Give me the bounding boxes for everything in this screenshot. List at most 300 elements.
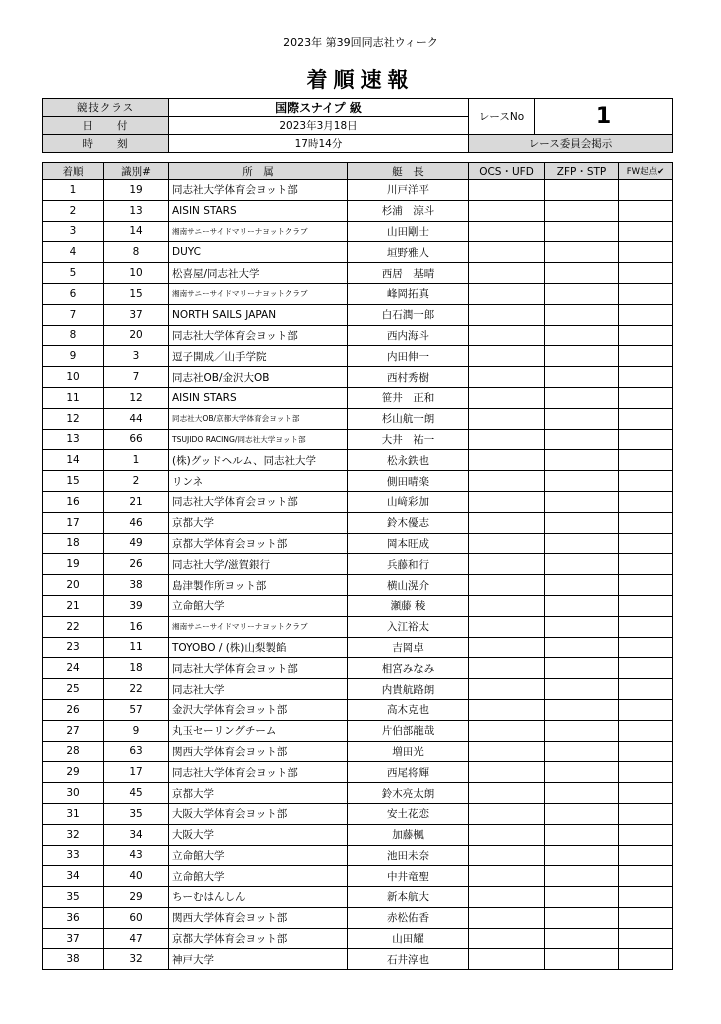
fw-cell [619,429,673,450]
skipper-cell: 峰岡拓真 [348,283,469,304]
id-cell: 16 [104,616,169,637]
fw-cell [619,845,673,866]
id-cell: 43 [104,845,169,866]
club-cell: TOYOBO / (株)山梨製餡 [169,637,348,658]
fw-cell [619,554,673,575]
zfp-cell [545,180,619,201]
rank-cell: 25 [43,679,104,700]
ocs-cell [469,637,545,658]
id-cell: 57 [104,699,169,720]
zfp-cell [545,408,619,429]
id-cell: 60 [104,907,169,928]
table-row [43,450,673,471]
club-cell: 同志社大学体育会ヨット部 [169,180,348,201]
table-row [43,221,673,242]
board-label: レース委員会掲示 [469,135,673,153]
id-cell: 44 [104,408,169,429]
zfp-cell [545,783,619,804]
zfp-cell [545,928,619,949]
id-cell: 35 [104,803,169,824]
rank-cell: 18 [43,533,104,554]
table-row [43,491,673,512]
zfp-cell [545,949,619,970]
fw-cell [619,180,673,201]
club-cell: ちーむはんしん [169,887,348,908]
zfp-cell [545,699,619,720]
fw-cell [619,658,673,679]
rank-cell: 16 [43,491,104,512]
fw-cell [619,346,673,367]
table-row [43,720,673,741]
ocs-cell [469,200,545,221]
ocs-cell [469,616,545,637]
id-cell: 9 [104,720,169,741]
table-row [43,762,673,783]
table-row [43,949,673,970]
id-cell: 38 [104,575,169,596]
ocs-cell [469,367,545,388]
rank-cell: 5 [43,263,104,284]
zfp-cell [545,741,619,762]
skipper-cell: 西居 基晴 [348,263,469,284]
skipper-cell: 相宮みなみ [348,658,469,679]
skipper-cell: 岡本旺成 [348,533,469,554]
id-cell: 8 [104,242,169,263]
time-value: 17時14分 [169,135,469,153]
id-cell: 66 [104,429,169,450]
zfp-cell [545,616,619,637]
club-cell: 湘南サニーサイドマリーナヨットクラブ [169,616,348,637]
skipper-cell: 山田剛士 [348,221,469,242]
club-cell: 京都大学 [169,783,348,804]
table-row [43,283,673,304]
skipper-cell: 安土花恋 [348,803,469,824]
ocs-cell [469,595,545,616]
club-cell: 島津製作所ヨット部 [169,575,348,596]
zfp-cell [545,824,619,845]
club-cell: 同志社大学体育会ヨット部 [169,762,348,783]
col-club: 所 属 [169,163,348,180]
skipper-cell: 横山滉介 [348,575,469,596]
ocs-cell [469,242,545,263]
club-cell: 同志社大OB/京都大学体育会ヨット部 [169,408,348,429]
ocs-cell [469,283,545,304]
col-fw: FW起点✔ [619,163,673,180]
ocs-cell [469,887,545,908]
club-cell: 京都大学体育会ヨット部 [169,533,348,554]
skipper-cell: 新本航大 [348,887,469,908]
skipper-cell: 垣野雅人 [348,242,469,263]
id-cell: 3 [104,346,169,367]
col-rank: 着順 [43,163,104,180]
zfp-cell [545,533,619,554]
table-row [43,554,673,575]
ocs-cell [469,762,545,783]
skipper-cell: 片伯部龍哉 [348,720,469,741]
rank-cell: 24 [43,658,104,679]
id-cell: 40 [104,866,169,887]
ocs-cell [469,866,545,887]
id-cell: 32 [104,949,169,970]
zfp-cell [545,595,619,616]
club-cell: 関西大学体育会ヨット部 [169,741,348,762]
zfp-cell [545,575,619,596]
fw-cell [619,387,673,408]
rank-cell: 37 [43,928,104,949]
club-cell: 京都大学 [169,512,348,533]
club-cell: 京都大学体育会ヨット部 [169,928,348,949]
ocs-cell [469,845,545,866]
rank-cell: 4 [43,242,104,263]
ocs-cell [469,512,545,533]
zfp-cell [545,512,619,533]
club-cell: 大阪大学体育会ヨット部 [169,803,348,824]
fw-cell [619,824,673,845]
ocs-cell [469,803,545,824]
ocs-cell [469,554,545,575]
zfp-cell [545,720,619,741]
id-cell: 47 [104,928,169,949]
skipper-cell: 内田伸一 [348,346,469,367]
col-skipper: 艇 長 [348,163,469,180]
table-row [43,887,673,908]
zfp-cell [545,346,619,367]
table-row [43,928,673,949]
rank-cell: 22 [43,616,104,637]
id-cell: 45 [104,783,169,804]
rank-cell: 11 [43,387,104,408]
fw-cell [619,616,673,637]
zfp-cell [545,762,619,783]
fw-cell [619,949,673,970]
club-cell: 同志社大学体育会ヨット部 [169,658,348,679]
ocs-cell [469,221,545,242]
skipper-cell: 山田耀 [348,928,469,949]
ocs-cell [469,408,545,429]
skipper-cell: 西尾将輝 [348,762,469,783]
rank-cell: 15 [43,471,104,492]
fw-cell [619,491,673,512]
table-row [43,367,673,388]
zfp-cell [545,491,619,512]
race-no-label: レースNo [469,99,535,135]
ocs-cell [469,387,545,408]
id-cell: 49 [104,533,169,554]
skipper-cell: 杉山航一朗 [348,408,469,429]
zfp-cell [545,429,619,450]
ocs-cell [469,471,545,492]
fw-cell [619,783,673,804]
club-cell: 立命館大学 [169,866,348,887]
table-row [43,200,673,221]
race-info-table [42,98,673,153]
id-cell: 1 [104,450,169,471]
rank-cell: 13 [43,429,104,450]
zfp-cell [545,907,619,928]
skipper-cell: 吉岡卓 [348,637,469,658]
zfp-cell [545,283,619,304]
skipper-cell: 中井竜聖 [348,866,469,887]
fw-cell [619,263,673,284]
club-cell: (株)グッドヘルム、同志社大学 [169,450,348,471]
ocs-cell [469,783,545,804]
club-cell: 同志社大学/滋賀銀行 [169,554,348,575]
rank-cell: 20 [43,575,104,596]
fw-cell [619,928,673,949]
club-cell: 関西大学体育会ヨット部 [169,907,348,928]
fw-cell [619,637,673,658]
id-cell: 12 [104,387,169,408]
club-cell: 神戸大学 [169,949,348,970]
id-cell: 22 [104,679,169,700]
zfp-cell [545,845,619,866]
skipper-cell: 西村秀樹 [348,367,469,388]
table-row [43,180,673,201]
table-row [43,471,673,492]
event-subtitle: 2023年 第39回同志社ウィーク [283,36,438,49]
rank-cell: 14 [43,450,104,471]
race-no-value: 1 [535,99,673,135]
zfp-cell [545,866,619,887]
table-row [43,304,673,325]
results-header-row [43,163,673,180]
zfp-cell [545,325,619,346]
club-cell: 丸玉セーリングチーム [169,720,348,741]
ocs-cell [469,699,545,720]
id-cell: 26 [104,554,169,575]
club-cell: 湘南サニーサイドマリーナヨットクラブ [169,221,348,242]
zfp-cell [545,200,619,221]
skipper-cell: 内貴航路朗 [348,679,469,700]
rank-cell: 29 [43,762,104,783]
zfp-cell [545,887,619,908]
id-cell: 63 [104,741,169,762]
club-cell: 松喜屋/同志社大学 [169,263,348,284]
ocs-cell [469,720,545,741]
table-row [43,866,673,887]
ocs-cell [469,533,545,554]
rank-cell: 3 [43,221,104,242]
rank-cell: 19 [43,554,104,575]
rank-cell: 33 [43,845,104,866]
ocs-cell [469,263,545,284]
table-row [43,907,673,928]
club-cell: 同志社大学体育会ヨット部 [169,325,348,346]
ocs-cell [469,491,545,512]
col-id: 識別# [104,163,169,180]
rank-cell: 35 [43,887,104,908]
rank-cell: 12 [43,408,104,429]
skipper-cell: 増田光 [348,741,469,762]
ocs-cell [469,304,545,325]
skipper-cell: 西内海斗 [348,325,469,346]
fw-cell [619,679,673,700]
table-row [43,783,673,804]
id-cell: 2 [104,471,169,492]
rank-cell: 28 [43,741,104,762]
table-row [43,616,673,637]
zfp-cell [545,450,619,471]
zfp-cell [545,554,619,575]
skipper-cell: 石井淳也 [348,949,469,970]
rank-cell: 7 [43,304,104,325]
skipper-cell: 瀬藤 稜 [348,595,469,616]
skipper-cell: 鈴木優志 [348,512,469,533]
zfp-cell [545,367,619,388]
id-cell: 11 [104,637,169,658]
table-row [43,387,673,408]
rank-cell: 21 [43,595,104,616]
fw-cell [619,720,673,741]
page-title: 着順速報 [306,68,415,92]
club-cell: リンネ [169,471,348,492]
skipper-cell: 入江裕太 [348,616,469,637]
table-row [43,575,673,596]
skipper-cell: 加藤楓 [348,824,469,845]
rank-cell: 1 [43,180,104,201]
club-cell: NORTH SAILS JAPAN [169,304,348,325]
table-row [43,533,673,554]
ocs-cell [469,928,545,949]
rank-cell: 8 [43,325,104,346]
fw-cell [619,741,673,762]
fw-cell [619,595,673,616]
date-value: 2023年3月18日 [169,117,469,135]
id-cell: 10 [104,263,169,284]
fw-cell [619,325,673,346]
ocs-cell [469,450,545,471]
rank-cell: 34 [43,866,104,887]
id-cell: 46 [104,512,169,533]
ocs-cell [469,741,545,762]
zfp-cell [545,242,619,263]
club-cell: 逗子開成／山手学院 [169,346,348,367]
fw-cell [619,699,673,720]
id-cell: 18 [104,658,169,679]
fw-cell [619,221,673,242]
ocs-cell [469,325,545,346]
skipper-cell: 川戸洋平 [348,180,469,201]
ocs-cell [469,679,545,700]
fw-cell [619,907,673,928]
table-row [43,325,673,346]
table-row [43,658,673,679]
club-cell: 立命館大学 [169,845,348,866]
id-cell: 21 [104,491,169,512]
ocs-cell [469,907,545,928]
zfp-cell [545,387,619,408]
rank-cell: 31 [43,803,104,824]
club-cell: AISIN STARS [169,200,348,221]
id-cell: 15 [104,283,169,304]
table-row [43,595,673,616]
table-row [43,824,673,845]
fw-cell [619,803,673,824]
fw-cell [619,200,673,221]
table-row [43,512,673,533]
table-row [43,242,673,263]
skipper-cell: 大井 祐一 [348,429,469,450]
rank-cell: 26 [43,699,104,720]
skipper-cell: 兵藤和行 [348,554,469,575]
club-cell: 同志社大学 [169,679,348,700]
skipper-cell: 白石潤一郎 [348,304,469,325]
fw-cell [619,533,673,554]
id-cell: 37 [104,304,169,325]
ocs-cell [469,346,545,367]
table-row [43,699,673,720]
club-cell: TSUJIDO RACING/同志社大学ヨット部 [169,429,348,450]
club-cell: 大阪大学 [169,824,348,845]
results-table [42,162,673,970]
table-row [43,741,673,762]
rank-cell: 9 [43,346,104,367]
zfp-cell [545,679,619,700]
id-cell: 13 [104,200,169,221]
fw-cell [619,242,673,263]
ocs-cell [469,575,545,596]
skipper-cell: 高木克也 [348,699,469,720]
club-cell: 同志社大学体育会ヨット部 [169,491,348,512]
rank-cell: 2 [43,200,104,221]
rank-cell: 30 [43,783,104,804]
skipper-cell: 山﨑彩加 [348,491,469,512]
ocs-cell [469,429,545,450]
fw-cell [619,575,673,596]
zfp-cell [545,221,619,242]
fw-cell [619,887,673,908]
skipper-cell: 松永鉄也 [348,450,469,471]
ocs-cell [469,180,545,201]
id-cell: 20 [104,325,169,346]
zfp-cell [545,658,619,679]
club-cell: DUYC [169,242,348,263]
table-row [43,346,673,367]
club-cell: AISIN STARS [169,387,348,408]
zfp-cell [545,637,619,658]
fw-cell [619,512,673,533]
col-zfp-stp: ZFP・STP [545,163,619,180]
id-cell: 14 [104,221,169,242]
table-row [43,637,673,658]
club-cell: 湘南サニーサイドマリーナヨットクラブ [169,283,348,304]
fw-cell [619,471,673,492]
zfp-cell [545,263,619,284]
fw-cell [619,450,673,471]
fw-cell [619,283,673,304]
id-cell: 7 [104,367,169,388]
zfp-cell [545,803,619,824]
rank-cell: 32 [43,824,104,845]
fw-cell [619,762,673,783]
rank-cell: 38 [43,949,104,970]
class-value: 国際スナイプ 級 [169,99,469,117]
rank-cell: 6 [43,283,104,304]
skipper-cell: 鈴木亮太朗 [348,783,469,804]
skipper-cell: 側田晴楽 [348,471,469,492]
skipper-cell: 池田未奈 [348,845,469,866]
table-row [43,845,673,866]
id-cell: 17 [104,762,169,783]
rank-cell: 17 [43,512,104,533]
id-cell: 39 [104,595,169,616]
ocs-cell [469,949,545,970]
skipper-cell: 杉浦 涼斗 [348,200,469,221]
skipper-cell: 赤松佑香 [348,907,469,928]
fw-cell [619,408,673,429]
col-ocs-ufd: OCS・UFD [469,163,545,180]
rank-cell: 27 [43,720,104,741]
